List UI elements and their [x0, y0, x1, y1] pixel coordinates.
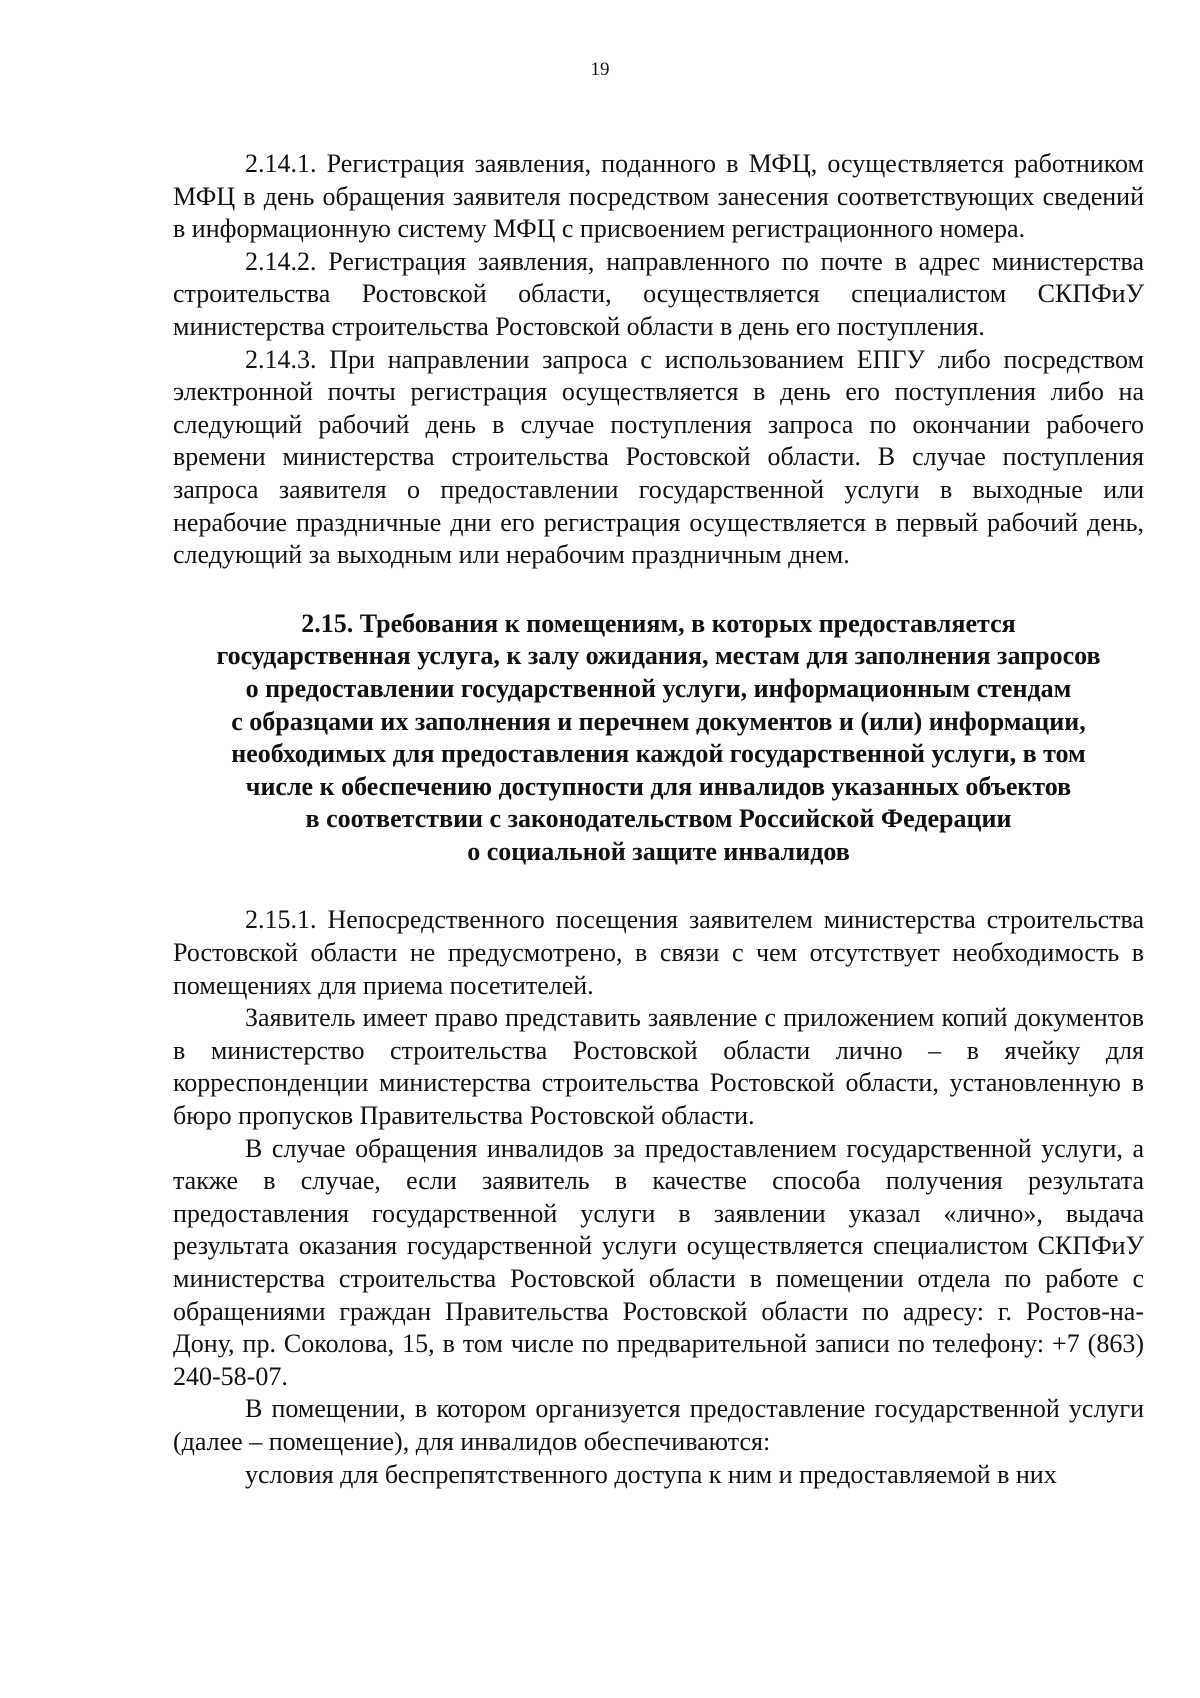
paragraph-2-14-3: 2.14.3. При направлении запроса с использованием ЕПГУ либо посредством электронной почты регистрация осуществляется в день его поступления либо на следующий рабочий день в случае поступления запроса по окончании рабочего времени министерства строительства Ростовской области. В случае поступления запроса заявителя о предоставлении государственной услуги в выходные или нерабочие праздничные дни его регистрация осуществляется в первый рабочий день, следующий за выходным или нерабочим праздничным днем.: [173, 344, 1144, 570]
paragraph-2-14-2: 2.14.2. Регистрация заявления, направленного по почте в адрес министерства строительства Ростовской области, осуществляется специалистом СКПФиУ министерства строительства Ростовской области в день его поступления.: [173, 246, 1144, 341]
paragraph-premises-provisions: В помещении, в котором организуется предоставление государственной услуги (далее – помещение), для инвалидов обеспечиваются:: [173, 1394, 1144, 1456]
paragraph-disabled-persons-service: В случае обращения инвалидов за предоставлением государственной услуги, а также в случае, если заявитель в качестве способа получения результата предоставления государственной услуги в заявлении указал «лично», выдача результата оказания государственной услуги осуществляется специалистом СКПФиУ министерства строительства Ростовской области в помещении отдела по работе с обращениями граждан Правительства Ростовской области по адресу: г. Ростов-на-Дону, пр. Соколова, 15, в том числе по предварительной записи по телефону: +7 (863) 240-58-07.: [173, 1133, 1144, 1391]
heading-line: о социальной защите инвалидов: [467, 836, 850, 866]
paragraph-2-14-1: 2.14.1. Регистрация заявления, поданного в МФЦ, осуществляется работником МФЦ в день обращения заявителя посредством занесения соответствующих сведений в информационную систему МФЦ с присвоением регистрационного номера.: [173, 149, 1144, 244]
heading-line: в соответствии с законодательством Российской Федерации: [305, 804, 1012, 834]
heading-line: числе к обеспечению доступности для инвалидов указанных объектов: [245, 771, 1072, 801]
paragraph-access-conditions: условия для беспрепятственного доступа к ним и предоставляемой в них: [245, 1459, 1057, 1489]
document-body: [173, 148, 1144, 1491]
heading-line: государственная услуга, к залу ожидания, местам для заполнения запросов: [216, 641, 1101, 671]
section-heading-2-15: [173, 608, 1144, 869]
heading-line: с образцами их заполнения и перечнем документов и (или) информации,: [231, 706, 1086, 736]
heading-line: 2.15. Требования к помещениям, в которых предоставляется: [301, 608, 1016, 638]
page-number: 19: [590, 59, 610, 80]
paragraph-2-15-1: 2.15.1. Непосредственного посещения заявителем министерства строительства Ростовской области не предусмотрено, в связи с чем отсутствует необходимость в помещениях для приема посетителей.: [173, 905, 1144, 1000]
paragraph-applicant-right: Заявитель имеет право представить заявление с приложением копий документов в министерство строительства Ростовской области лично – в ячейку для корреспонденции министерства строительства Ростовской области, установленную в бюро пропусков Правительства Ростовской области.: [173, 1003, 1144, 1131]
heading-line: о предоставлении государственной услуги, информационным стендам: [245, 673, 1072, 703]
heading-line: необходимых для предоставления каждой государственной услуги, в том: [231, 739, 1086, 769]
